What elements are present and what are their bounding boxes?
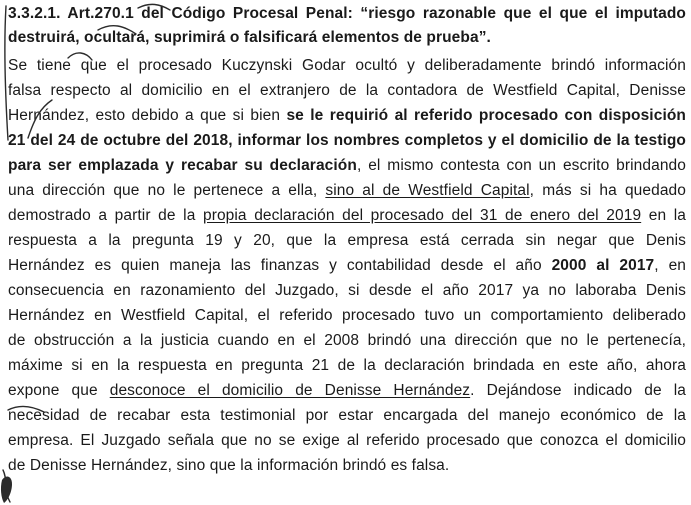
paragraph-line: demostrado a partir de la propia declaración del procesado del 31 de enero del 2019 en la — [8, 207, 686, 224]
paragraph-line: de obstrucción a la justicia cuando en el 2008 brindó una dirección que no le pertenecía, — [8, 332, 686, 349]
paragraph-line: máxime si en la respuesta en pregunta 21 de la declaración brindada en este año, ahora — [8, 357, 686, 374]
paragraph-line: para ser emplazada y recabar su declaración, el mismo contesta con un escrito brindando — [8, 157, 686, 174]
paragraph-line: expone que desconoce el domicilio de Denisse Hernández. Dejándose indicado de la — [8, 382, 686, 399]
paragraph-line: consecuencia en razonamiento del Juzgado, si desde el año 2017 ya no laboraba Denis — [8, 282, 686, 299]
paragraph-line: 21 del 24 de octubre del 2018, informar los nombres completos y el domicilio de la testigo — [8, 132, 686, 149]
paragraph-line: una dirección que no le pertenece a ella, sino al de Westfield Capital, más si ha quedado — [8, 182, 686, 199]
paragraph-line: respuesta a la pregunta 19 y 20, que la empresa está cerrada sin negar que Denis — [8, 232, 686, 249]
paragraph-line: Hernández, esto debido a que si bien se le requirió al referido procesado con disposición — [8, 107, 686, 124]
paragraph-line: Hernández en Westfield Capital, el referido procesado tuvo un comportamiento deliberado — [8, 307, 686, 324]
margin-ink-blot — [1, 477, 12, 503]
paragraph-line: necesidad de recabar esta testimonial por estar encargada del manejo económico de la — [8, 407, 686, 424]
section-heading-line-1: 3.3.2.1. Art.270.1 del Código Procesal Penal: “riesgo razonable que el que el imputado — [8, 5, 686, 22]
paragraph-line: Se tiene que el procesado Kuczynski Godar ocultó y deliberadamente brindó información — [8, 57, 686, 74]
paragraph-line: Hernández es quien maneja las finanzas y contabilidad desde el año 2000 al 2017, en — [8, 257, 686, 274]
section-heading-line-2: destruirá, ocultará, suprimirá o falsificará elementos de prueba”. — [8, 29, 491, 46]
paragraph-line: falsa respecto al domicilio en el extranjero de la contadora de Westfield Capital, Denisse — [8, 82, 686, 99]
paragraph-line: de Denisse Hernández, sino que la información brindó es falsa. — [8, 457, 450, 474]
paragraph-line: empresa. El Juzgado señala que no se exige al referido procesado que conozca el domicilio — [8, 432, 686, 449]
